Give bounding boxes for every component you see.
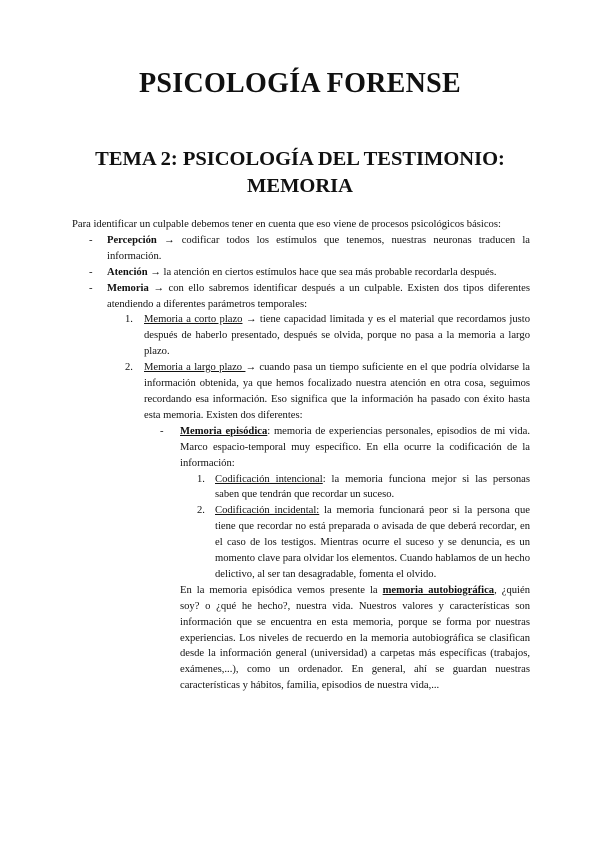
autobiographical-paragraph [72, 583, 530, 694]
list-item-incidental [72, 503, 530, 583]
document-body [72, 217, 530, 694]
term-largo-plazo: Memoria a largo plazo [144, 362, 246, 374]
list-number: 1. [197, 473, 205, 485]
paragraph-text: En la memoria episódica vemos presente la [180, 584, 383, 596]
term-memoria: Memoria [107, 282, 149, 294]
item-text: → la atención en ciertos estímulos hace que sea más probable recordarla después. [147, 266, 497, 278]
list-item-corto-plazo [72, 312, 530, 360]
item-text: → tiene capacidad limitada y es el material que recordamos justo después de haberlo presentado, después se olvida, porque no pasa a la memoria a largo plazo. [144, 314, 530, 358]
list-item-memoria [72, 281, 530, 313]
list-item-episodica [72, 424, 530, 472]
term-corto-plazo: Memoria a corto plazo [144, 314, 243, 326]
list-item-percepcion [72, 233, 530, 265]
term-atencion: Atención [107, 266, 148, 278]
item-text: → codificar todos los estímulos que tenemos, nuestras neuronas traducen la información. [107, 234, 530, 262]
list-number: 1. [125, 314, 133, 326]
list-dash: - [89, 234, 93, 246]
item-text: la memoria funcionará peor si la persona que tiene que recordar no está preparada o avisada de que deberá recordar, en el caso de los testigos. Mientras ocurre el suceso y se denuncia, es un momento clave para olvidar los elementos. Cuando hablamos de un hecho delictivo, al ser tan desagradable, fomenta el olvido. [215, 505, 530, 580]
intro-paragraph: Para identificar un culpable debemos tener en cuenta que eso viene de procesos psicológicos básicos: [72, 219, 501, 230]
item-text: → con ello sabremos identificar después a un culpable. Existen dos tipos diferentes atendiendo a diferentes parámetros temporales: [107, 282, 530, 310]
list-item-largo-plazo [72, 360, 530, 424]
term-episodica: Memoria episódica [180, 425, 268, 437]
paragraph-text: , ¿quién soy? o ¿qué he hecho?, nuestra vida. Nuestros valores y características son información que se encuentra en esta memoria, porque se forma por nuestras experiencias. Los niveles de recuerdo en la memoria autobiográfica se clasifican desde la información general (universidad) a carpetas más específicas (trabajos, exámenes,...), como un ordenador. En general, ahí se guardan nuestras características y hábitos, familia, episodios de nuestra vida,... [180, 584, 530, 692]
item-text: : memoria de experiencias personales, episodios de mi vida. Marco espacio-temporal muy específico. En ella ocurre la codificación de la información: [180, 425, 530, 469]
list-dash: - [89, 266, 93, 278]
list-dash: - [160, 425, 164, 437]
list-dash: - [89, 282, 93, 294]
term-intencional: Codificación intencional [215, 473, 323, 485]
term-percepcion: Percepción [107, 234, 157, 246]
section-title: TEMA 2: PSICOLOGÍA DEL TESTIMONIO: MEMORIA [95, 148, 505, 197]
term-autobiografica: memoria autobiográfica [382, 584, 495, 596]
list-item-intencional [72, 472, 530, 504]
item-text: : la memoria funciona mejor si las personas saben que tendrán que recordar un suceso. [215, 473, 530, 501]
document-title: PSICOLOGÍA FORENSE [138, 68, 462, 99]
list-number: 2. [125, 362, 133, 374]
term-incidental: Codificación incidental: [215, 505, 320, 517]
list-item-atencion [72, 265, 530, 281]
list-number: 2. [197, 505, 205, 517]
item-text: → cuando pasa un tiempo suficiente en el que podría olvidarse la información obtenida, ya que hemos focalizado nuestra atención en otra cosa, seguimos recordando esa información. Eso significa que la información ha pasado con éxito hasta esta memoria. Existen dos diferentes: [144, 362, 530, 421]
